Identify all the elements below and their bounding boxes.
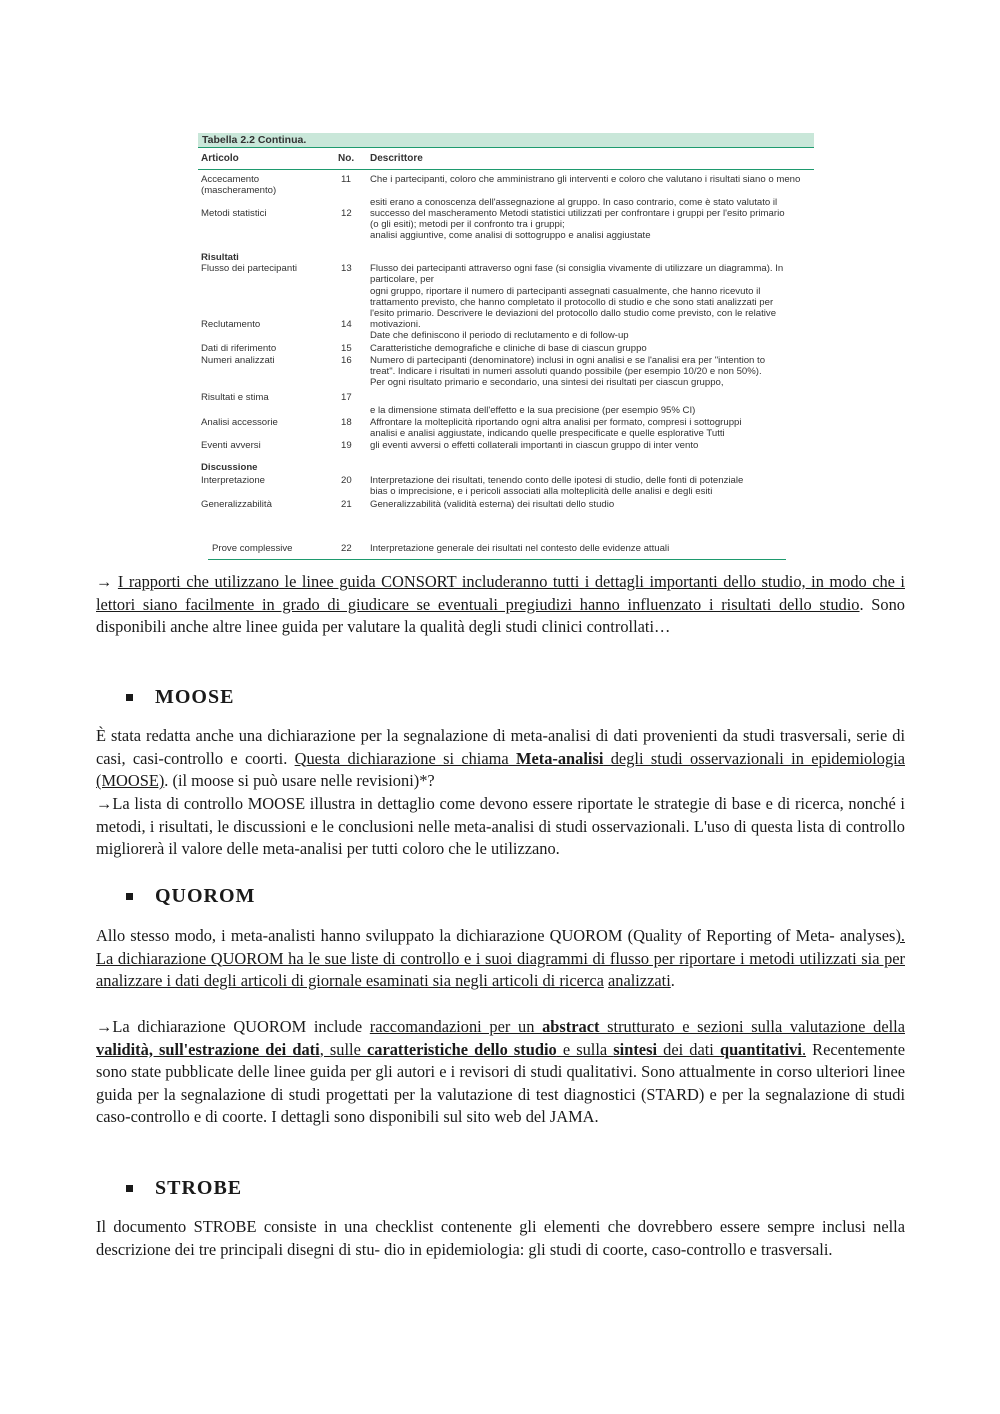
table-cell-descrittore: Flusso dei partecipanti attraverso ogni fase (si consiglia vivamente di utilizzare un diagramma). In bbox=[370, 263, 784, 274]
consort-text: . Sono disponibili anche altre linee guida per valutare la qualità degli studi clinici controllati… bbox=[96, 594, 905, 637]
moose-underlined-text: Questa dichiarazione si chiama bbox=[294, 748, 516, 768]
table-cell-no: 12 bbox=[341, 208, 352, 219]
table-cell-articolo: Numeri analizzati bbox=[201, 355, 275, 366]
bold-validita: validità, sull'estrazione dei dati bbox=[96, 1039, 320, 1059]
table-cell-articolo: Flusso dei partecipanti bbox=[201, 263, 297, 274]
bold-sintesi: sintesi bbox=[613, 1039, 658, 1059]
consort-paragraph bbox=[96, 571, 905, 639]
quorom-underlined-text: ). La dichiarazione QUOROM ha le sue liste di controllo e i suoi diagrammi di flusso per riportare i metodi utilizzati sia per analizzare i dati degli articoli di giornale esaminati sia negli articoli di ricerca bbox=[96, 926, 905, 991]
table-cell-descrittore: successo del mascheramento Metodi statistici utilizzati per confrontare i gruppi per l'esito primario bbox=[370, 208, 785, 219]
table-cell-articolo: Interpretazione bbox=[201, 475, 265, 486]
table-cell-no: 22 bbox=[341, 543, 352, 554]
table-cell-descrittore: motivazioni. bbox=[370, 319, 421, 330]
table-cell-articolo: (mascheramento) bbox=[201, 185, 277, 196]
heading-quorom-label: QUOROM bbox=[155, 885, 256, 907]
underlined-text: raccomandazioni per un bbox=[369, 1017, 543, 1036]
table-cell-descrittore: Interpretazione generale dei risultati nel contesto delle evidenze attuali bbox=[370, 543, 670, 554]
bold-quantitativi: quantitativi bbox=[719, 1039, 802, 1059]
table-cell-descrittore: treat". Indicare i risultati in numeri assoluti quando possibile (per esempio 10/20 e non 50%). bbox=[370, 366, 762, 377]
table-cell-descrittore: Caratteristiche demografiche e cliniche di base di ciascun gruppo bbox=[370, 343, 647, 354]
strobe-paragraph bbox=[96, 1216, 905, 1261]
table-header-rule bbox=[198, 169, 814, 170]
quorom-statement-text-2: Recentemente sono state pubblicate delle linee guida per gli autori e i revisori di studi qualitativi. Sono attualmente in corso ulteriori linee guida per la segnalazione di studi progettati per la valutazione di test diagnostici (STARD) e per la segnalazione di studi caso-controllo e di coorte. I dettagli sono disponibili sul sito web del JAMA. bbox=[96, 1039, 905, 1127]
table-cell-descrittore: Generalizzabilità (validità esterna) dei risultati dello studio bbox=[370, 499, 615, 510]
table-cell-articolo: Prove complessive bbox=[212, 543, 293, 554]
moose-checklist-paragraph bbox=[96, 793, 905, 861]
table-section-label: Risultati bbox=[201, 252, 239, 263]
header-descrittore: Descrittore bbox=[370, 153, 423, 164]
header-articolo: Articolo bbox=[201, 153, 239, 164]
table-cell-articolo: Accecamento bbox=[201, 174, 260, 185]
arrow-icon: → bbox=[96, 794, 113, 813]
table-section-label: Discussione bbox=[201, 462, 258, 473]
table-cell-descrittore: (o gli esiti); metodi per il confronto tra i gruppi; bbox=[370, 219, 565, 230]
table-cell-descrittore: Date che definiscono il periodo di reclutamento e di follow-up bbox=[370, 330, 629, 341]
underlined-text: . bbox=[801, 1039, 807, 1059]
table-image bbox=[198, 131, 816, 563]
table-cell-no: 13 bbox=[341, 263, 352, 274]
table-cell-descrittore: e la dimensione stimata dell'effetto e la sua precisione (per esempio 95% CI) bbox=[370, 405, 696, 416]
arrow-icon: → bbox=[96, 572, 118, 591]
heading-moose bbox=[126, 686, 234, 709]
table-cell-descrittore: analisi aggiuntive, come analisi di sottogruppo e analisi aggiustate bbox=[370, 230, 651, 241]
underlined-text: dei dati bbox=[657, 1039, 720, 1059]
heading-strobe-label: STROBE bbox=[155, 1177, 243, 1199]
table-cell-descrittore: analisi e analisi aggiustate, indicando quelle prespecificate e quelle esplorative Tutti bbox=[370, 428, 725, 439]
table-cell-descrittore: Interpretazione dei risultati, tenendo conto delle ipotesi di studio, delle fonti di potenziale bbox=[370, 475, 744, 486]
bullet-icon bbox=[126, 694, 133, 701]
moose-text-2: . (il moose si può usare nelle revisioni)*? bbox=[164, 771, 435, 791]
heading-strobe bbox=[126, 1177, 242, 1200]
table-cell-no: 21 bbox=[341, 499, 352, 510]
bold-caratteristiche: caratteristiche dello studio bbox=[366, 1039, 557, 1059]
quorom-statement-text: La dichiarazione QUOROM include bbox=[112, 1017, 370, 1036]
consort-underlined-text: I rapporti che utilizzano le linee guida CONSORT includeranno tutti i dettagli importanti dello studio, in modo che i lettori siano facilmente in grado di giudicare se eventuali pregiudizi hanno influenzato i risultati dello studio bbox=[96, 572, 905, 614]
table-cell-articolo: Eventi avversi bbox=[201, 440, 261, 451]
table-cell-no: 11 bbox=[341, 174, 351, 185]
table-cell-articolo: Reclutamento bbox=[201, 319, 261, 330]
moose-underlined-text-2: degli studi osservazionali in epidemiologia (MOOSE) bbox=[96, 748, 905, 791]
heading-moose-label: MOOSE bbox=[155, 686, 235, 708]
quorom-statement-paragraph bbox=[96, 1016, 905, 1129]
table-cell-descrittore: ogni gruppo, riportare il numero di partecipanti assegnati casualmente, che hanno ricevuto il bbox=[370, 286, 761, 297]
table-cell-articolo: Dati di riferimento bbox=[201, 343, 277, 354]
table-cell-no: 19 bbox=[341, 440, 352, 451]
table-cell-descrittore: Affrontare la molteplicità riportando ogni altra analisi per formato, compresi i sottogruppi bbox=[370, 417, 742, 428]
moose-text: È stata redatta anche una dichiarazione per la segnalazione di meta-analisi di dati provenienti da studi trasversali, serie di casi, casi-controllo e coorti. bbox=[96, 726, 905, 768]
bullet-icon bbox=[126, 1185, 133, 1192]
table-cell-descrittore: trattamento previsto, che hanno completato il protocollo di studio e che sono stati analizzati per bbox=[370, 297, 774, 308]
underlined-text: strutturato e sezioni sulla valutazione della bbox=[599, 1017, 905, 1036]
table-cell-descrittore: Numero di partecipanti (denominatore) inclusi in ogni analisi e se l'analisi era per "intention to bbox=[370, 355, 766, 366]
strobe-text: Il documento STROBE consiste in una checklist contenente gli elementi che dovrebbero essere sempre inclusi nella descrizione dei tre principali disegni di stu- dio in epidemiologia: gli studi di coorte, caso-controllo e trasversali. bbox=[96, 1217, 905, 1259]
table-caption: Tabella 2.2 Continua. bbox=[198, 133, 814, 148]
heading-quorom bbox=[126, 885, 255, 908]
table-bottom-rule bbox=[208, 559, 786, 560]
quorom-underlined-text-2: analizzati bbox=[608, 971, 671, 991]
moose-checklist-text: La lista di controllo MOOSE illustra in dettaglio come devono essere riportate le strategie di base e di ricerca, nonché i metodi, i risultati, le discussioni e le conclusioni nelle meta-analisi di studi osservazionali. L'uso di questa lista di controllo migliorerà il valore delle meta-analisi per tutti coloro che le utilizzano. bbox=[96, 794, 905, 859]
bullet-icon bbox=[126, 893, 133, 900]
underlined-text: e sulla bbox=[556, 1039, 614, 1059]
table-cell-no: 18 bbox=[341, 417, 352, 428]
table-cell-no: 17 bbox=[341, 392, 352, 403]
table-cell-articolo: Analisi accessorie bbox=[201, 417, 278, 428]
table-cell-articolo: Metodi statistici bbox=[201, 208, 267, 219]
table-cell-no: 20 bbox=[341, 475, 352, 486]
table-cell-no: 14 bbox=[341, 319, 352, 330]
table-cell-descrittore: Che i partecipanti, coloro che amministrano gli interventi e coloro che valutano i risultati siano o meno bbox=[370, 174, 801, 185]
table-cell-articolo: Generalizzabilità bbox=[201, 499, 272, 510]
table-cell-descrittore: esiti erano a conoscenza dell'assegnazione al gruppo. In caso contrario, come è stato valutato il bbox=[370, 197, 778, 208]
table-cell-descrittore: gli eventi avversi o effetti collaterali importanti in ciascun gruppo di inter vento bbox=[370, 440, 699, 451]
header-no: No. bbox=[338, 153, 355, 164]
arrow-icon: → bbox=[96, 1017, 113, 1036]
table-cell-descrittore: bias o imprecisione, e i pericoli associati alla molteplicità delle analisi e degli esiti bbox=[370, 486, 713, 497]
table-cell-descrittore: particolare, per bbox=[370, 274, 434, 285]
moose-paragraph bbox=[96, 725, 905, 793]
underlined-text: , sulle bbox=[319, 1039, 367, 1059]
table-cell-descrittore: Per ogni risultato primario e secondario, una sintesi dei risultati per ciascun gruppo, bbox=[370, 377, 724, 388]
quorom-text: Allo stesso modo, i meta-analisti hanno sviluppato la dichiarazione QUOROM (Quality of Reporting of Meta- analyses bbox=[96, 926, 896, 945]
table-cell-articolo: Risultati e stima bbox=[201, 392, 269, 403]
table-cell-no: 15 bbox=[341, 343, 352, 354]
moose-bold-text: Meta-analisi bbox=[516, 748, 604, 768]
table-cell-descrittore: l'esito primario. Descrivere le deviazioni del protocollo dallo studio come previsto, con le relative bbox=[370, 308, 777, 319]
quorom-text-2: . bbox=[670, 971, 675, 991]
table-cell-no: 16 bbox=[341, 355, 352, 366]
bold-abstract: abstract bbox=[542, 1017, 600, 1036]
quorom-paragraph bbox=[96, 925, 905, 993]
